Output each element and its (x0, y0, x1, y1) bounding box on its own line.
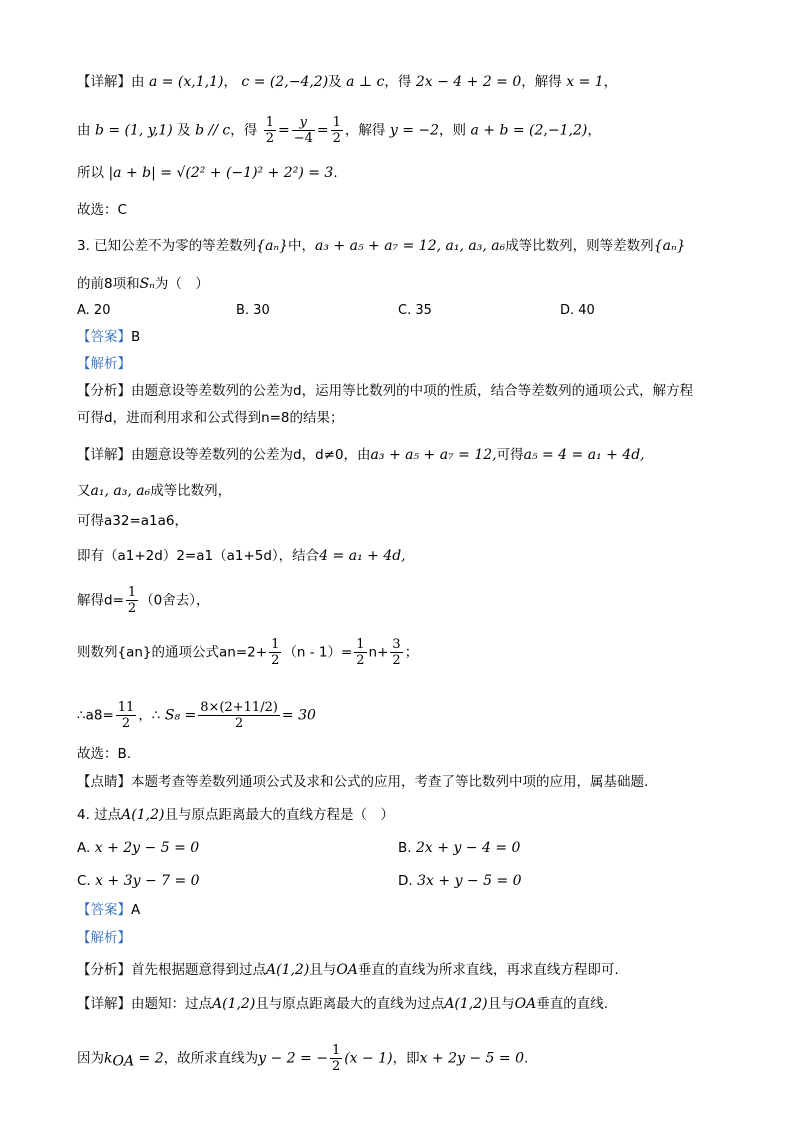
math-expr: x = 1 (566, 74, 604, 90)
q3-dianjing: 【点睛】本题考查等差数列通项公式及求和公式的应用，考查了等比数列中项的应用，属基础题. (77, 774, 649, 790)
q3-detail-7: ∴a8= $\frac{11}{2}$ ，∴ S₈ = $\frac{8\times(2+11/2)}{2}$ = 30 (77, 700, 316, 731)
math-expr: a + b = (2,−1,2) (470, 122, 588, 139)
q2-detail-line1: 【详解】由 a = (x,1,1)， c = (2,−4,2)及 a ⊥ c，得 2x − 4 + 2 = 0，解得 x = 1， (77, 74, 618, 90)
q3-detail-5: 解得d= $\frac{1}{2}$ （0舍去）， (77, 585, 210, 616)
q2-answer: 故选：C (77, 202, 127, 218)
q3-detail-6: 则数列{an}的通项公式an=2+ $\frac{1}{2}$ （n - 1）= $\frac{1}{2}$ n+ $\frac{3}{2}$ ； (77, 637, 419, 668)
q4-option-d: D. 3x + y − 5 = 0 (398, 873, 522, 889)
q4-jiexi-tag: 【解析】 (77, 930, 131, 946)
q3-detail-1: 【详解】由题意设等差数列的公差为d，d≠0，由a₃ + a₅ + a₇ = 12,可得a₅ = 4 = a₁ + 4d, (77, 447, 645, 463)
fraction: $\frac{3}{2}$ (392, 637, 401, 668)
fraction: $\frac{1}{2}$ (271, 637, 280, 668)
math-expr: Sₙ (139, 276, 155, 292)
detail-tag: 【详解】 (77, 447, 131, 463)
q4-answer: 【答案】A (77, 902, 141, 918)
answer-tag: 【答案】 (77, 329, 131, 345)
math-expr: a ⊥ c (346, 74, 385, 90)
detail-tag: 【详解】 (77, 74, 131, 90)
fraction: $\frac{1}{2}$ (331, 1043, 341, 1074)
math-expr: b = (1, y,1) (94, 122, 173, 139)
math-expr: {aₙ} (653, 238, 686, 254)
q3-option-c: C. 35 (398, 303, 432, 318)
analysis-tag: 【分析】 (77, 962, 131, 978)
q4-option-c: C. x + 3y − 7 = 0 (77, 873, 200, 889)
math-expr: 2x − 4 + 2 = 0 (415, 74, 522, 90)
fraction: $\frac{11}{2}$ (117, 700, 135, 731)
q4-detail: 【详解】由题知：过点A(1,2)且与原点距离最大的直线为过点A(1,2)且与OA垂直的直线. (77, 996, 609, 1012)
q3-analysis-1: 【分析】由题意设等差数列的公差为d，运用等比数列的中项的性质，结合等差数列的通项公式，解方程 (77, 383, 694, 399)
q3-jiexi-tag: 【解析】 (77, 356, 131, 372)
q3-answer: 【答案】B (77, 329, 141, 345)
q3-detail-3: 可得a32=a1a6， (77, 513, 188, 529)
q3-analysis-2: 可得d，进而利用求和公式得到n=8的结果； (77, 410, 344, 426)
fraction: $\frac{1}{2}$ (265, 115, 274, 146)
math-expr: |a + b| = √(2² + (−1)² + 2²) = 3 (108, 165, 334, 181)
q3-detail-2: 又a₁, a₃, a₆成等比数列， (77, 483, 232, 499)
detail-tag: 【详解】 (77, 996, 131, 1012)
fraction: $\frac{1}{2}$ (127, 585, 137, 616)
q3-option-a: A. 20 (77, 303, 111, 318)
fraction: $\frac{1}{2}$ (332, 115, 341, 146)
math-expr: a = (x,1,1) (148, 74, 224, 90)
fraction: $\frac{8\times(2+11/2)}{2}$ (200, 700, 278, 731)
q3-answer-final: 故选：B. (77, 746, 132, 762)
q2-detail-line2: 由 b = (1, y,1) 及 b // c，得 $\frac{1}{2}$ = $\frac{y}{-4}$ = $\frac{1}{2}$ ，解得 y = −2，则 a + b = (2,−1,2)， (77, 115, 601, 146)
fraction: $\frac{1}{2}$ (356, 637, 365, 668)
dianjing-tag: 【点睛】 (77, 774, 131, 790)
fraction: $\frac{y}{-4}$ (293, 115, 313, 146)
q3-stem-line2: 的前8项和Sₙ为（ ） (77, 276, 209, 292)
math-expr: {aₙ} (256, 238, 289, 254)
answer-tag: 【答案】 (77, 902, 131, 918)
q4-last-line: 因为$k_{OA} = 2$，故所求直线为y − 2 = − $\frac{1}{2}$ (x − 1)，即x + 2y − 5 = 0. (77, 1043, 529, 1074)
q4-stem: 4. 过点A(1,2)且与原点距离最大的直线方程是（ ） (77, 807, 394, 823)
q4-option-a: A. x + 2y − 5 = 0 (77, 840, 200, 856)
analysis-tag: 【分析】 (77, 383, 131, 399)
math-expr: a₃ + a₅ + a₇ = 12, a₁, a₃, a₆ (315, 238, 506, 254)
math-expr: y = −2 (389, 122, 440, 139)
math-expr: c = (2,−4,2) (241, 74, 329, 90)
math-expr: b // c (195, 122, 231, 139)
q4-option-b: B. 2x + y − 4 = 0 (398, 840, 521, 856)
q3-option-b: B. 30 (236, 303, 270, 318)
q3-option-d: D. 40 (560, 303, 595, 318)
q3-detail-4: 即有（a1+2d）2=a1（a1+5d），结合4 = a₁ + 4d, (77, 548, 406, 564)
q4-analysis: 【分析】首先根据题意得到过点A(1,2)且与OA垂直的直线为所求直线，再求直线方程即可. (77, 962, 619, 978)
q3-stem-line1: 3. 已知公差不为零的等差数列{aₙ}中，a₃ + a₅ + a₇ = 12, a₁, a₃, a₆成等比数列，则等差数列{aₙ} (77, 238, 686, 254)
q2-detail-line3: 所以 |a + b| = √(2² + (−1)² + 2²) = 3. (77, 165, 338, 181)
